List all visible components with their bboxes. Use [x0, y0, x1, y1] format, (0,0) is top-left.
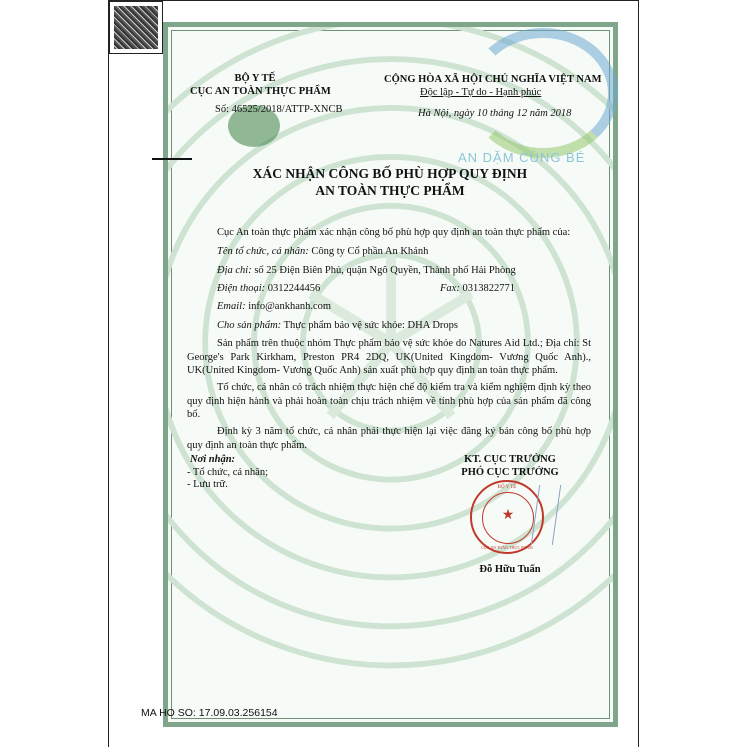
star-icon: ★ [501, 508, 515, 523]
watermark-text: AN DẶM CÙNG BÉ [458, 150, 586, 165]
intro-text: Cục An toàn thực phẩm xác nhận công bố phù hợp quy định an toàn thực phẩm của: [217, 227, 571, 238]
seal-top-text: BỘ Y TẾ [497, 485, 517, 490]
paragraph-renewal: Định kỳ 3 năm tổ chức, cá nhân phải thực hiện lại việc đăng ký bản công bố phù hợp quy định an toàn thực phẩm. [187, 426, 591, 451]
seal-bottom-text: CỤC AN TOÀN THỰC PHẨM [481, 545, 533, 550]
page-border-right [638, 0, 639, 747]
nation-title: CỘNG HÒA XÃ HỘI CHỦ NGHĨA VIỆT NAM [384, 74, 602, 85]
recipients-label: Nơi nhận: [190, 454, 236, 465]
motto: Độc lập - Tự do - Hạnh phúc [420, 87, 542, 98]
signatory-name: Đỗ Hữu Tuấn [479, 564, 541, 575]
page-border-left [108, 0, 109, 747]
org-label: Tên tổ chức, cá nhân: [217, 246, 309, 257]
recipient-item: - Lưu trữ. [187, 479, 228, 490]
fax-label: Fax: [440, 283, 460, 294]
org-value: Công ty Cổ phần An Khánh [308, 246, 429, 257]
address-value: số 25 Điện Biên Phủ, quận Ngô Quyền, Thành phố Hải Phòng [251, 265, 516, 276]
page-border-top [108, 0, 639, 1]
department-name: CỤC AN TOÀN THỰC PHẨM [190, 86, 331, 97]
record-number: MA HO SO: 17.09.03.256154 [141, 707, 278, 719]
ministry-name: BỘ Y TẾ [234, 73, 276, 84]
document-number: Số: 46525/2018/ATTP-XNCB [215, 104, 343, 115]
fax-value: 0313822771 [459, 283, 515, 294]
certificate-title-line1: XÁC NHẬN CÔNG BỐ PHÙ HỢP QUY ĐỊNH [252, 166, 528, 181]
mark-line [152, 158, 192, 160]
paragraph-responsibility: Tổ chức, cá nhân có trách nhiệm thực hiện chế độ kiểm tra và kiểm nghiệm định kỳ theo quy định hiện hành và phải hoàn toàn chịu trách nhiệm về tính phù hợp của sản phẩm đã công bố. [187, 382, 591, 420]
product-label: Cho sản phẩm: [217, 320, 282, 331]
certificate-title-line2: AN TOÀN THỰC PHẨM [315, 183, 465, 198]
address-label: Địa chỉ: [217, 265, 252, 276]
phone-label: Điện thoại: [217, 283, 266, 294]
signatory-title: KT. CỤC TRƯỞNG [464, 454, 556, 465]
product-value: Thực phẩm bảo vệ sức khỏe: DHA Drops [281, 320, 458, 331]
issue-date: Hà Nội, ngày 10 tháng 12 năm 2018 [418, 108, 572, 119]
qr-code [109, 1, 163, 54]
signatory-position: PHÓ CỤC TRƯỞNG [461, 467, 559, 478]
recipient-item: - Tổ chức, cá nhân; [187, 467, 269, 478]
phone-value: 0312244456 [265, 283, 321, 294]
email-label: Email: [217, 301, 246, 312]
paragraph-manufacturer: Sản phẩm trên thuộc nhóm Thực phẩm bảo vệ sức khỏe do Natures Aid Ltd.; Địa chỉ: St George's Park Kirkham, Preston PR4 2DQ, UK(United Kingdom- Vương Quốc Anh)., UK(United Kingdom- Vương Quốc Anh) sản xuất phù hợp quy định an toàn thực phẩm. [187, 338, 591, 376]
email-value: info@ankhanh.com [245, 301, 332, 312]
